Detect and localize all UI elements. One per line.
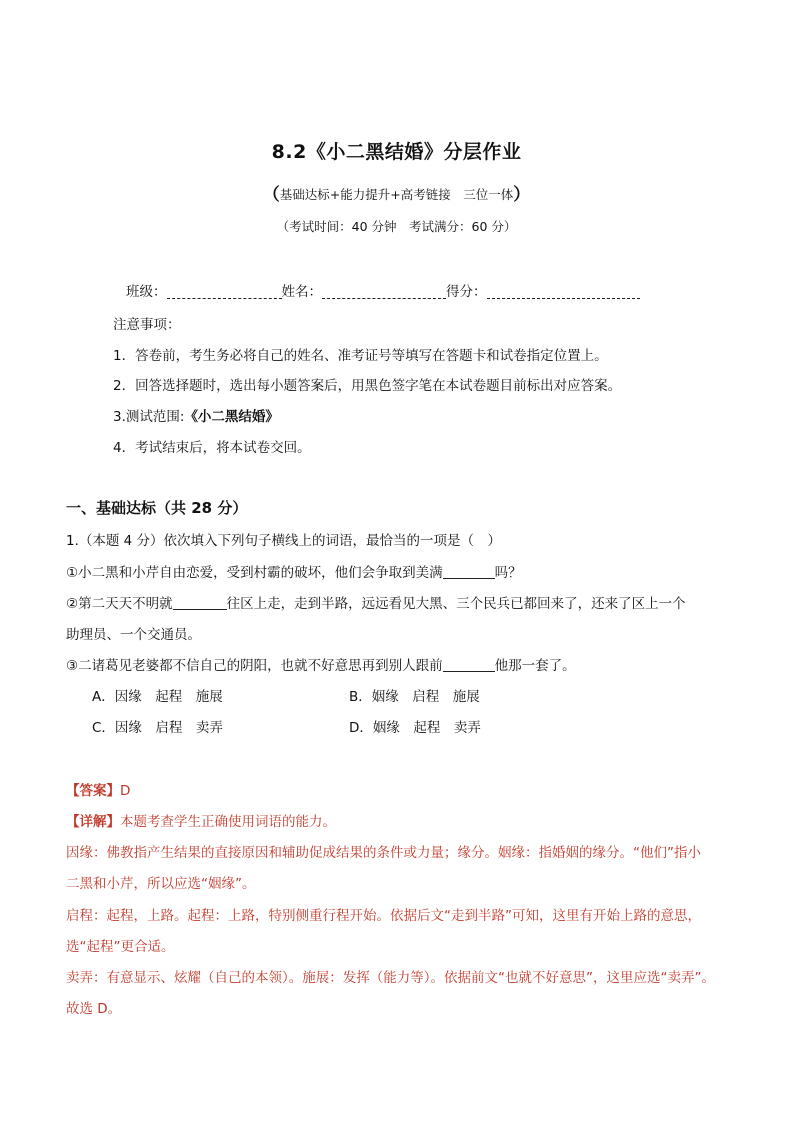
option-a[interactable]: A．因缘 起程 施展	[92, 689, 223, 705]
notes-item-3-value: 《小二黑结婚》	[184, 409, 279, 425]
student-info-row	[126, 280, 640, 300]
notes-item-3	[113, 405, 279, 425]
option-d[interactable]: D．姻缘 起程 卖弄	[349, 720, 481, 736]
explanation-1: 因缘：佛教指产生结果的直接原因和辅助促成结果的条件或力量；缘分。姻缘：指婚姻的缘分。“他们”指小	[66, 845, 701, 861]
sentence-1-part-b: 吗？	[494, 565, 522, 581]
name-blank[interactable]	[322, 284, 446, 299]
notes-heading: 注意事项：	[113, 317, 181, 333]
notes-item-3-prefix: 3.测试范围:	[113, 409, 185, 425]
sentence-3-part-a: ③二诸葛见老婆都不信自己的阴阳，也就不好意思再到别人跟前	[66, 658, 443, 674]
explanation-3: 卖弄：有意显示、炫耀（自己的本领）。施展：发挥（能力等）。依据前文“也就不好意思”，这里应选“卖弄”。	[66, 970, 715, 986]
subtitle-open-paren: （	[262, 185, 280, 205]
detail-tag: 【详解】	[66, 814, 120, 830]
sentence-1-part-a: ①小二黑和小芹自由恋爱，受到村霸的破坏，他们会争取到美满	[66, 565, 443, 581]
sentence-3-blank	[443, 658, 495, 672]
sentence-2-blank	[173, 596, 227, 610]
class-blank[interactable]	[167, 284, 282, 299]
sentence-2	[66, 592, 686, 612]
section-heading: 一、基础达标（共 28 分）	[66, 499, 248, 517]
notes-item-1: 1．答卷前，考生务必将自己的姓名、准考证号等填写在答题卡和试卷指定位置上。	[113, 348, 608, 364]
sentence-1	[66, 561, 522, 581]
detail-line	[66, 810, 336, 830]
option-c[interactable]: C．因缘 启程 卖弄	[92, 720, 223, 736]
page-title: 8.2《小二黑结婚》分层作业	[271, 141, 522, 163]
score-label: 得分：	[446, 284, 487, 300]
explanation-2-continued: 选“起程”更合适。	[66, 939, 175, 955]
sentence-2-continued: 助理员、一个交通员。	[66, 627, 201, 643]
exam-time-info: （考试时间：40 分钟 考试满分：60 分）	[276, 219, 517, 234]
sentence-3	[66, 654, 576, 674]
answer-tag: 【答案】	[66, 783, 120, 799]
answer-value: D	[120, 783, 131, 799]
notes-item-4: 4．考试结束后，将本试卷交回。	[113, 440, 311, 456]
detail-intro: 本题考查学生正确使用词语的能力。	[120, 814, 336, 830]
answer-line	[66, 779, 130, 799]
name-label: 姓名：	[281, 284, 322, 300]
sentence-2-part-b: 往区上走，走到半路，远远看见大黑、三个民兵已都回来了，还来了区上一个	[226, 596, 686, 612]
explanation-1-continued: 二黑和小芹，所以应选“姻缘”。	[66, 876, 256, 892]
page-subtitle	[0, 180, 793, 205]
question-stem: 1.（本题 4 分）依次填入下列句子横线上的词语，最恰当的一项是（ ）	[66, 533, 502, 549]
option-b[interactable]: B．姻缘 启程 施展	[349, 689, 480, 705]
explanation-2: 启程：起程，上路。起程：上路，特别侧重行程开始。依据后文“走到半路”可知，这里有开始上路的意思，	[66, 908, 701, 924]
notes-item-2: 2．回答选择题时，选出每小题答案后，用黑色签字笔在本试卷题目前标出对应答案。	[113, 378, 622, 394]
class-label: 班级：	[126, 284, 167, 300]
score-blank[interactable]	[487, 284, 640, 299]
subtitle-text: 基础达标+能力提升+高考链接 三位一体	[279, 187, 514, 202]
subtitle-close-paren: ）	[513, 185, 531, 205]
explanation-3-continued: 故选 D。	[66, 1001, 122, 1017]
sentence-3-part-b: 他那一套了。	[494, 658, 576, 674]
sentence-2-part-a: ②第二天天不明就	[66, 596, 173, 612]
sentence-1-blank	[443, 565, 495, 579]
